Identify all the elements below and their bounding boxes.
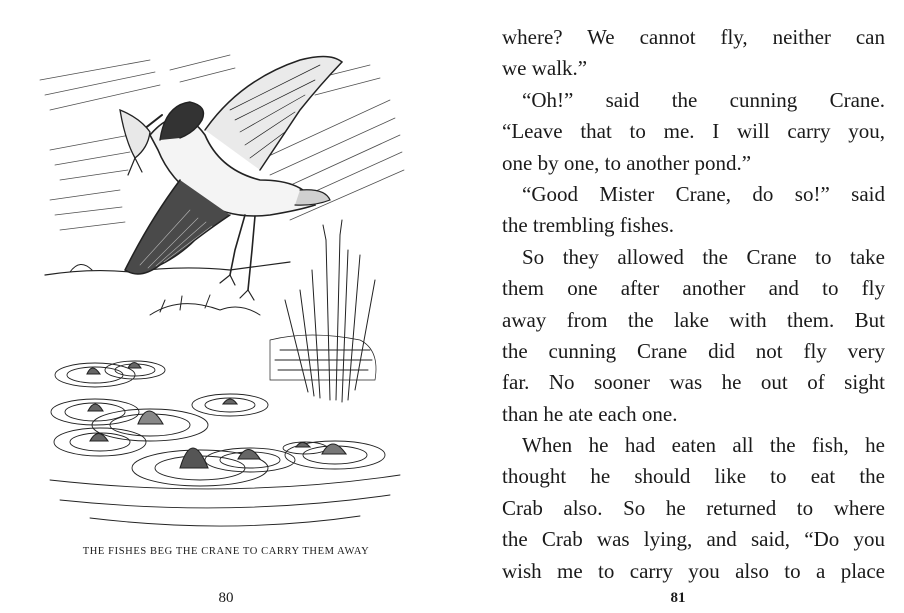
text-line: the cunning Crane did not fly very bbox=[502, 338, 885, 363]
text-line: away from the lake with them. But bbox=[502, 307, 885, 332]
text-line: “Oh!” said the cunning Crane. bbox=[522, 87, 885, 112]
text-line: When he had eaten all the fish, he bbox=[522, 433, 885, 458]
right-page bbox=[452, 0, 904, 613]
story-text bbox=[502, 22, 885, 587]
text-line: “Leave that to me. I will carry you, bbox=[502, 119, 885, 144]
text-line: wish me to carry you also to a place bbox=[502, 558, 885, 583]
text-line: “Good Mister Crane, do so!” said bbox=[522, 181, 885, 206]
text-line: we walk.” bbox=[502, 56, 588, 81]
text-line: the trembling fishes. bbox=[502, 213, 675, 238]
text-line: them one after another and to fly bbox=[502, 276, 885, 301]
text-line: the Crab was lying, and said, “Do you bbox=[502, 527, 885, 552]
text-line: Crab also. So he returned to where bbox=[502, 495, 885, 520]
text-line: where? We cannot fly, neither can bbox=[502, 25, 885, 49]
text-line: far. No sooner was he out of sight bbox=[502, 370, 885, 395]
crane-and-fishes-illustration bbox=[30, 40, 420, 545]
page-number-left: 80 bbox=[218, 590, 234, 606]
illustration-caption: THE FISHES BEG THE CRANE TO CARRY THEM AWAY bbox=[82, 546, 370, 557]
text-line: one by one, to another pond.” bbox=[502, 150, 752, 175]
text-line: thought he should like to eat the bbox=[502, 464, 885, 489]
text-line: than he ate each one. bbox=[502, 401, 678, 426]
text-line: So they allowed the Crane to take bbox=[522, 244, 885, 269]
page-number-right: 81 bbox=[670, 590, 686, 606]
